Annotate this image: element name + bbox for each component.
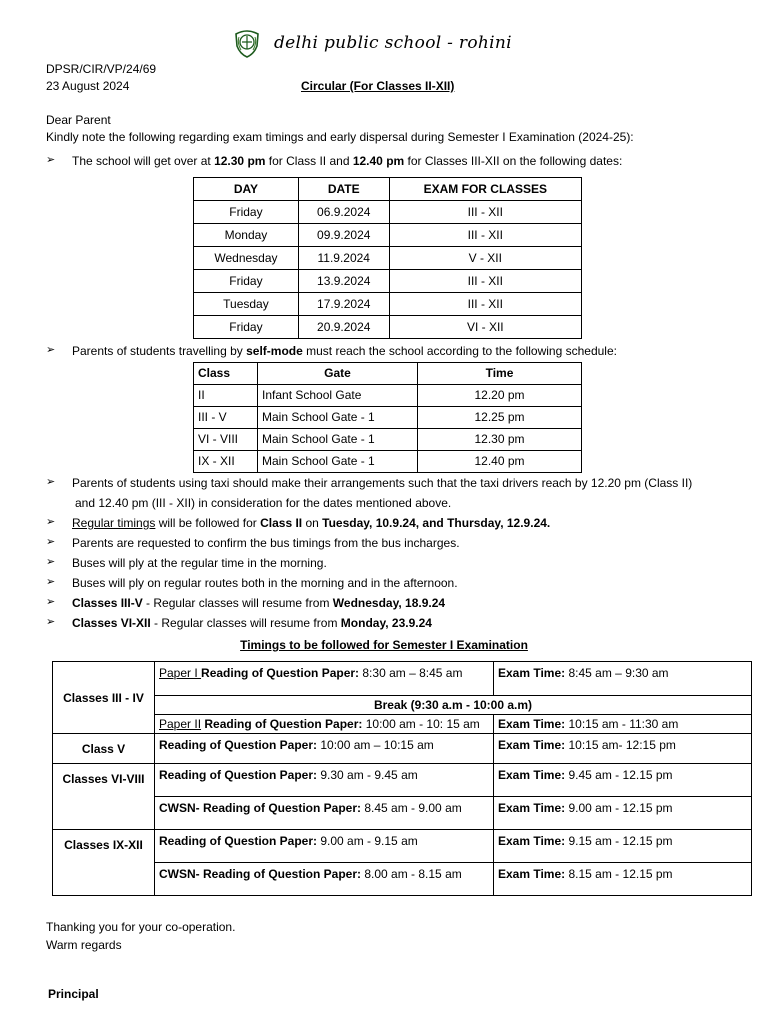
- reading-cell: Paper I Reading of Question Paper: 8:30 am – 8:45 am: [155, 662, 494, 696]
- bullet-regular-timings: ➢ Regular timings will be followed for Class II on Tuesday, 10.9.24, and Thursday, 12.9.24.: [46, 516, 551, 530]
- circular-title: Circular (For Classes II-XII): [301, 79, 455, 93]
- table-row: [53, 797, 752, 830]
- circular-ref: DPSR/CIR/VP/24/69: [46, 62, 157, 76]
- group-class-v: Class V: [53, 734, 155, 764]
- bullet-taxi-line2: and 12.40 pm (III - XII) in consideration for the dates mentioned above.: [75, 496, 452, 510]
- arrow-bullet-icon: ➢: [46, 556, 56, 568]
- dates-table: [193, 177, 582, 339]
- closing-regards: Warm regards: [46, 938, 122, 952]
- exam-cell: Exam Time: 10:15 am - 11:30 am: [494, 715, 752, 734]
- col-gate: Gate: [258, 363, 418, 385]
- table-row: IX - XII Main School Gate - 1 12.40 pm: [194, 451, 582, 473]
- exam-section-title: Timings to be followed for Semester I Examination: [240, 638, 528, 652]
- bullet-dispersal: ➢ The school will get over at 12.30 pm for Class II and 12.40 pm for Classes III-XII on the following dates:: [46, 154, 623, 168]
- arrow-bullet-icon: ➢: [46, 536, 56, 548]
- table-row: Friday 20.9.2024 VI - XII: [194, 316, 582, 339]
- col-class: Class: [194, 363, 258, 385]
- school-crest-icon: [232, 28, 262, 58]
- intro-text: Kindly note the following regarding exam timings and early dispersal during Semester I Examination (2024-25):: [46, 130, 634, 144]
- reading-cell: CWSN- Reading of Question Paper: 8.45 am - 9.00 am: [155, 797, 494, 830]
- reading-cell: Reading of Question Paper: 10:00 am – 10:15 am: [155, 734, 494, 764]
- reading-cell: Reading of Question Paper: 9.00 am - 9.15 am: [155, 830, 494, 863]
- table-row: Friday 06.9.2024 III - XII: [194, 201, 582, 224]
- signature-principal: Principal: [48, 987, 99, 1001]
- arrow-bullet-icon: ➢: [46, 344, 56, 356]
- col-date: DATE: [298, 178, 389, 201]
- bullet-taxi: ➢ Parents of students using taxi should make their arrangements such that the taxi drivers reach by 12.20 pm (Class II): [46, 476, 693, 490]
- circular-date: 23 August 2024: [46, 79, 130, 93]
- table-row: [53, 715, 752, 734]
- table-header-row: [194, 178, 582, 201]
- closing-thanks: Thanking you for your co-operation.: [46, 920, 236, 934]
- exam-cell: Exam Time: 9.15 am - 12.15 pm: [494, 830, 752, 863]
- col-day: DAY: [194, 178, 299, 201]
- table-row: Monday 09.9.2024 III - XII: [194, 224, 582, 247]
- table-row: [53, 662, 752, 696]
- col-classes: EXAM FOR CLASSES: [389, 178, 581, 201]
- arrow-bullet-icon: ➢: [46, 516, 56, 528]
- bullet-resume-vi-xii: ➢ Classes VI-XII - Regular classes will resume from Monday, 23.9.24: [46, 616, 432, 630]
- reading-cell: Reading of Question Paper: 9.30 am - 9.45 am: [155, 764, 494, 797]
- school-name: delhi public school - rohini: [274, 32, 512, 53]
- col-time: Time: [418, 363, 582, 385]
- table-header-row: [194, 363, 582, 385]
- arrow-bullet-icon: ➢: [46, 616, 56, 628]
- exam-cell: Exam Time: 10:15 am- 12:15 pm: [494, 734, 752, 764]
- table-row: Wednesday 11.9.2024 V - XII: [194, 247, 582, 270]
- arrow-bullet-icon: ➢: [46, 154, 56, 166]
- group-classes-ix-xii: Classes IX-XII: [53, 830, 155, 896]
- table-row: III - V Main School Gate - 1 12.25 pm: [194, 407, 582, 429]
- table-row: [53, 830, 752, 863]
- table-row: [53, 863, 752, 896]
- break-row: Break (9:30 a.m - 10:00 a.m): [155, 696, 752, 715]
- table-row: [53, 696, 752, 715]
- exam-cell: Exam Time: 8:45 am – 9:30 am: [494, 662, 752, 696]
- arrow-bullet-icon: ➢: [46, 596, 56, 608]
- letterhead: [232, 28, 512, 58]
- table-row: [53, 764, 752, 797]
- greeting: Dear Parent: [46, 113, 111, 127]
- bullet-resume-iii-v: ➢ Classes III-V - Regular classes will resume from Wednesday, 18.9.24: [46, 596, 446, 610]
- bullet-bus-morning: ➢ Buses will ply at the regular time in the morning.: [46, 556, 327, 570]
- arrow-bullet-icon: ➢: [46, 476, 56, 488]
- exam-cell: Exam Time: 9.45 am - 12.15 pm: [494, 764, 752, 797]
- table-row: VI - VIII Main School Gate - 1 12.30 pm: [194, 429, 582, 451]
- gate-table: [193, 362, 582, 473]
- table-row: Friday 13.9.2024 III - XII: [194, 270, 582, 293]
- bullet-self-mode: ➢ Parents of students travelling by self-mode must reach the school according to the following schedule:: [46, 344, 617, 358]
- reading-cell: Paper II Reading of Question Paper: 10:00 am - 10: 15 am: [155, 715, 494, 734]
- bullet-bus-routes: ➢ Buses will ply on regular routes both in the morning and in the afternoon.: [46, 576, 458, 590]
- table-row: [53, 734, 752, 764]
- exam-cell: Exam Time: 8.15 am - 12.15 pm: [494, 863, 752, 896]
- exam-timings-table: [52, 661, 752, 896]
- arrow-bullet-icon: ➢: [46, 576, 56, 588]
- exam-cell: Exam Time: 9.00 am - 12.15 pm: [494, 797, 752, 830]
- group-classes-iii-iv: Classes III - IV: [53, 662, 155, 734]
- reading-cell: CWSN- Reading of Question Paper: 8.00 am - 8.15 am: [155, 863, 494, 896]
- group-classes-vi-viii: Classes VI-VIII: [53, 764, 155, 830]
- table-row: Tuesday 17.9.2024 III - XII: [194, 293, 582, 316]
- bullet-bus-confirm: ➢ Parents are requested to confirm the bus timings from the bus incharges.: [46, 536, 460, 550]
- table-row: II Infant School Gate 12.20 pm: [194, 385, 582, 407]
